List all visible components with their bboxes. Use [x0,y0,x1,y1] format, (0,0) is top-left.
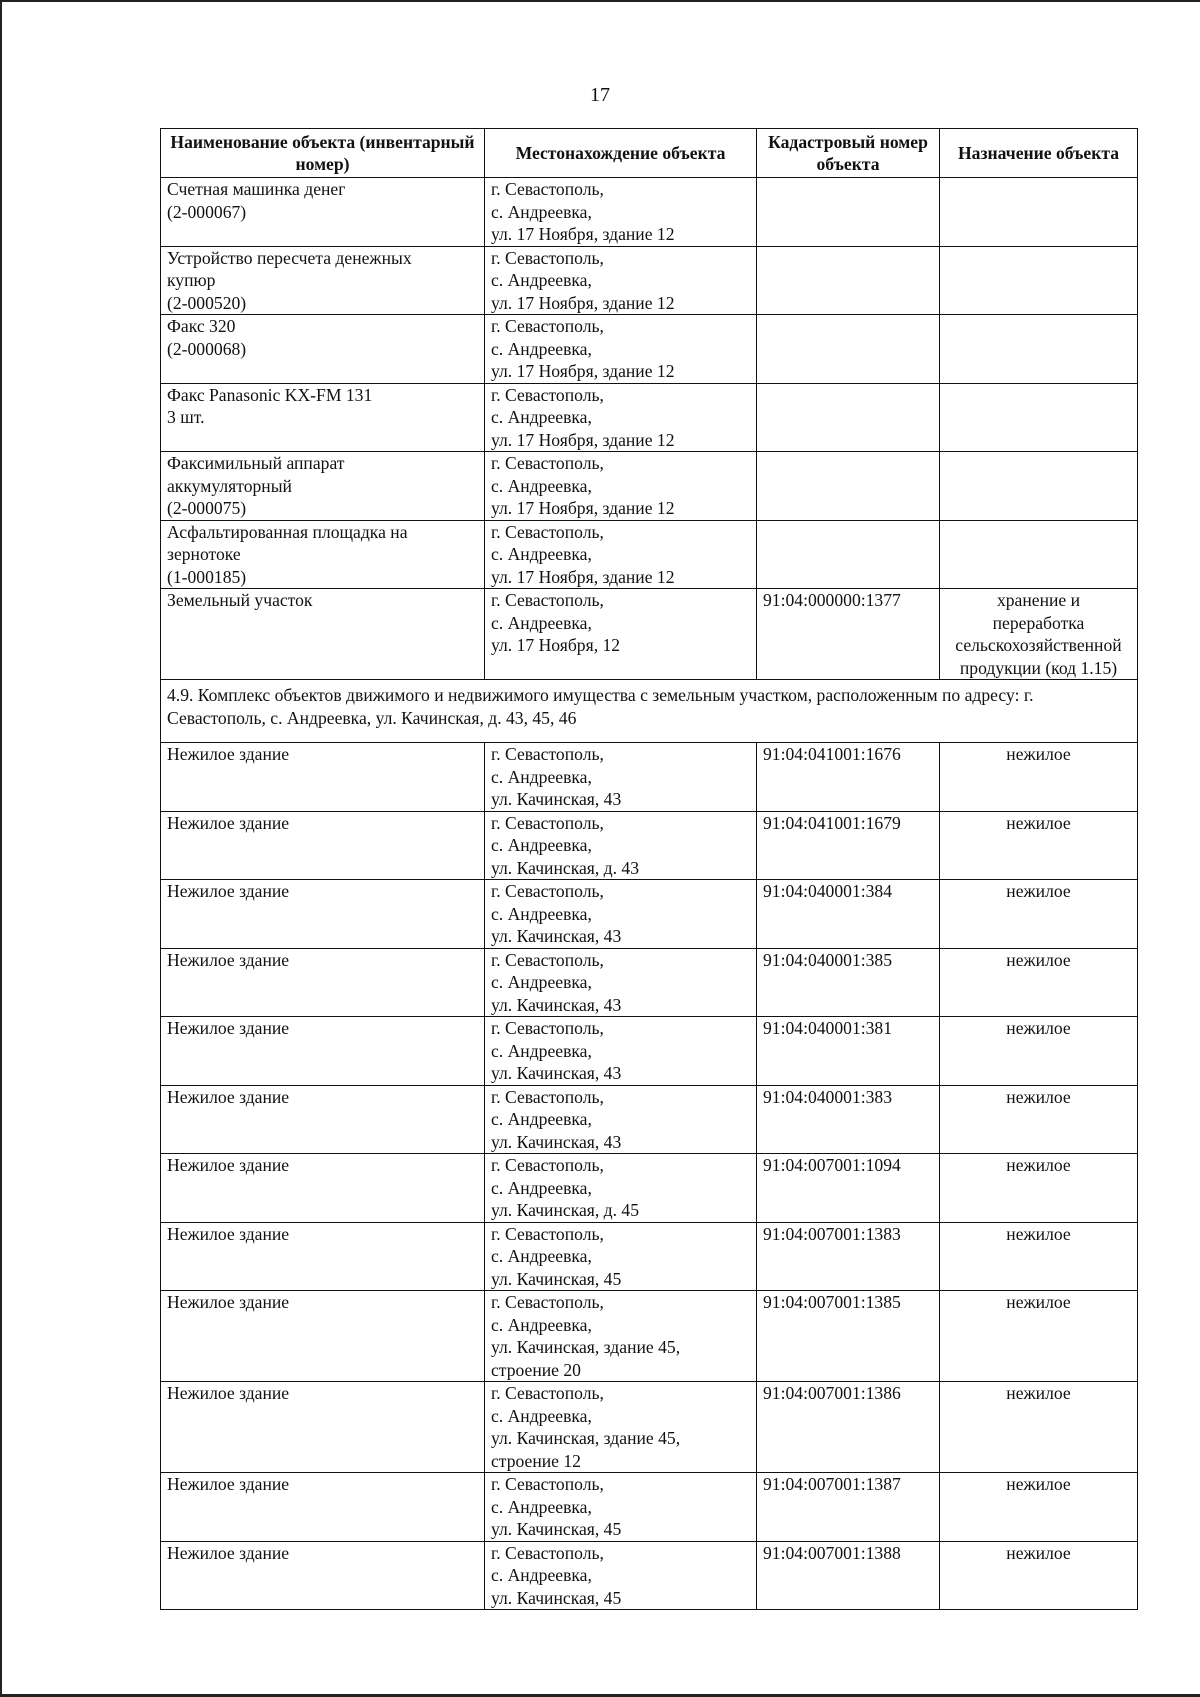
name-line: Счетная машинка денег [167,179,346,199]
address-line: ул. Качинская, 43 [491,994,622,1015]
cell-purpose [940,520,1138,589]
address-line: г. Севастополь, [491,949,604,970]
cell-cadastral: 91:04:040001:385 [757,948,940,1017]
cell-purpose: нежилое [940,1222,1138,1291]
cell-name: Нежилое здание [161,1541,485,1610]
address-line: с. Андреевка, [491,544,592,564]
cell-name: Нежилое здание [161,811,485,880]
cell-name [161,178,485,247]
cell-address [485,1291,757,1382]
address-line: г. Севастополь, [491,1292,604,1312]
address-line: ул. Качинская, 43 [491,1063,622,1083]
address-line: ул. Качинская, 43 [491,789,622,809]
address-line: ул. 17 Ноября, здание 12 [491,224,675,244]
address-line: с. Андреевка, [491,835,592,855]
address-line: ул. Качинская, здание 45, [491,1428,681,1448]
cell-cadastral: 91:04:041001:1679 [757,811,940,880]
cell-name: Нежилое здание [161,1291,485,1382]
address-line: г. Севастополь, [491,316,604,336]
address-line: с. Андреевка, [491,1109,592,1129]
property-table [160,128,1138,1610]
cell-purpose: нежилое [940,1017,1138,1086]
cell-cadastral [757,315,940,384]
cell-purpose [940,178,1138,247]
cell-purpose: нежилое [940,948,1138,1017]
cell-purpose: нежилое [940,880,1138,949]
cell-name: Нежилое здание [161,1473,485,1542]
cell-address [485,1017,757,1086]
address-line: ул. 17 Ноября, здание 12 [491,292,675,313]
address-line: ул. 17 Ноября, здание 12 [491,498,675,518]
complex-rows [161,743,1138,1610]
section-heading: 4.9. Комплекс объектов движимого и недвижимого имущества с земельным участком, расположенным по адресу: г. Севастополь, с. Андреевка, ул. Качинская, д. 43, 45, 46 [161,680,1138,743]
address-line: с. Андреевка, [491,1177,592,1198]
cell-purpose: нежилое [940,1382,1138,1473]
cell-cadastral: 91:04:007001:1383 [757,1222,940,1291]
address-line: строение 20 [491,1359,581,1380]
address-line: г. Севастополь, [491,453,604,473]
header-purpose: Назначение объекта [940,129,1138,178]
address-line: г. Севастополь, [491,744,604,764]
table-row [161,1382,1138,1473]
cell-cadastral: 91:04:007001:1094 [757,1154,940,1223]
cell-cadastral [757,383,940,452]
table-row [161,1154,1138,1223]
address-line: г. Севастополь, [491,1383,604,1403]
section-row [161,680,1138,743]
cell-name [161,383,485,452]
table-row [161,811,1138,880]
address-line: г. Севастополь, [491,1086,604,1107]
address-line: г. Севастополь, [491,881,604,901]
cell-address [485,1541,757,1610]
address-line: с. Андреевка, [491,972,592,992]
address-line: ул. 17 Ноября, здание 12 [491,566,675,587]
cell-purpose [940,315,1138,384]
address-line: с. Андреевка, [491,612,592,633]
table-row [161,178,1138,247]
table-row [161,948,1138,1017]
cell-name [161,452,485,521]
address-line: с. Андреевка, [491,475,592,496]
cell-purpose: нежилое [940,811,1138,880]
cell-address [485,1154,757,1223]
address-line: с. Андреевка, [491,1565,592,1585]
name-line: (2-000067) [167,201,247,222]
name-line: (2-000068) [167,338,247,359]
cell-address [485,246,757,315]
cell-cadastral [757,520,940,589]
cell-address [485,520,757,589]
cell-name: Нежилое здание [161,880,485,949]
cell-name: Земельный участок [161,589,485,680]
cell-purpose [940,589,1138,680]
cell-purpose: нежилое [940,1154,1138,1223]
cell-name: Нежилое здание [161,1222,485,1291]
address-line: г. Севастополь, [491,247,604,268]
purpose-line: сельскохозяйственной [955,635,1122,655]
address-line: ул. Качинская, 43 [491,926,622,946]
table-row [161,880,1138,949]
cell-name: Нежилое здание [161,948,485,1017]
address-line: строение 12 [491,1450,581,1471]
purpose-line: переработка [992,612,1085,633]
cell-name: Нежилое здание [161,1085,485,1154]
address-line: г. Севастополь, [491,521,604,542]
address-line: г. Севастополь, [491,179,604,199]
cell-cadastral [757,178,940,247]
address-line: ул. 17 Ноября, 12 [491,635,621,655]
cell-name [161,246,485,315]
cell-address [485,589,757,680]
address-line: г. Севастополь, [491,1542,604,1563]
cell-address [485,1085,757,1154]
name-line: Факс Panasonic KX-FM 131 [167,384,373,405]
cell-purpose [940,452,1138,521]
cell-cadastral [757,452,940,521]
address-line: ул. Качинская, д. 45 [491,1200,640,1220]
address-line: ул. 17 Ноября, здание 12 [491,429,675,450]
name-line: (2-000075) [167,498,247,518]
table-row [161,315,1138,384]
address-line: ул. Качинская, здание 45, [491,1337,681,1357]
cell-cadastral: 91:04:040001:384 [757,880,940,949]
cell-address [485,178,757,247]
address-line: г. Севастополь, [491,1223,604,1244]
cell-name [161,315,485,384]
table-row [161,1473,1138,1542]
table-row [161,246,1138,315]
cell-cadastral: 91:04:041001:1676 [757,743,940,812]
cell-name: Нежилое здание [161,743,485,812]
table-row [161,1291,1138,1382]
cell-cadastral: 91:04:007001:1385 [757,1291,940,1382]
address-line: с. Андреевка, [491,1405,592,1426]
address-line: с. Андреевка, [491,338,592,359]
cell-cadastral: 91:04:040001:383 [757,1085,940,1154]
address-line: г. Севастополь, [491,590,604,610]
cell-address [485,452,757,521]
address-line: г. Севастополь, [491,384,604,405]
table-header-row [161,129,1138,178]
table-row [161,383,1138,452]
address-line: ул. Качинская, д. 43 [491,857,640,878]
cell-address [485,383,757,452]
name-line: купюр [167,270,216,290]
name-line: (2-000520) [167,292,247,313]
table-row [161,1085,1138,1154]
cell-name: Нежилое здание [161,1017,485,1086]
address-line: ул. Качинская, 43 [491,1131,622,1152]
cell-purpose: нежилое [940,1085,1138,1154]
table-row [161,1017,1138,1086]
table-row [161,1541,1138,1610]
address-line: с. Андреевка, [491,1496,592,1517]
cell-cadastral [757,246,940,315]
cell-address [485,743,757,812]
cell-address [485,1473,757,1542]
address-line: с. Андреевка, [491,1314,592,1335]
address-line: ул. Качинская, 45 [491,1587,622,1608]
name-line: (1-000185) [167,566,247,587]
address-line: ул. Качинская, 45 [491,1519,622,1539]
address-line: г. Севастополь, [491,1474,604,1494]
address-line: ул. 17 Ноября, здание 12 [491,361,675,381]
name-line: Факсимильный аппарат [167,453,345,473]
name-line: аккумуляторный [167,475,292,496]
name-line: Факс 320 [167,316,236,336]
name-line: Устройство пересчета денежных [167,247,412,268]
table-row [161,520,1138,589]
cell-address [485,880,757,949]
cell-name: Нежилое здание [161,1154,485,1223]
address-line: с. Андреевка, [491,766,592,787]
table-row [161,452,1138,521]
cell-purpose: нежилое [940,1291,1138,1382]
cell-address [485,1382,757,1473]
cell-purpose [940,246,1138,315]
header-location: Местонахождение объекта [485,129,757,178]
cell-address [485,948,757,1017]
address-line: с. Андреевка, [491,270,592,290]
address-line: с. Андреевка, [491,1246,592,1266]
name-line: зернотоке [167,544,241,564]
cell-purpose: нежилое [940,743,1138,812]
purpose-line: хранение и [996,590,1081,610]
table-row [161,1222,1138,1291]
header-cadastral: Кадастровый номер объекта [757,129,940,178]
table-row [161,743,1138,812]
address-line: г. Севастополь, [491,812,604,833]
address-line: с. Андреевка, [491,407,592,427]
address-line: с. Андреевка, [491,201,592,222]
cell-address [485,315,757,384]
cell-purpose [940,383,1138,452]
cell-purpose: нежилое [940,1473,1138,1542]
cell-purpose: нежилое [940,1541,1138,1610]
cell-cadastral: 91:04:000000:1377 [757,589,940,680]
cell-cadastral: 91:04:007001:1387 [757,1473,940,1542]
name-line: 3 шт. [167,407,205,427]
header-name: Наименование объекта (инвентарный номер) [161,129,485,178]
name-line: Асфальтированная площадка на [167,521,408,542]
cell-cadastral: 91:04:007001:1388 [757,1541,940,1610]
address-line: г. Севастополь, [491,1155,604,1175]
page-number: 17 [590,84,610,106]
address-line: ул. Качинская, 45 [491,1268,622,1289]
address-line: г. Севастополь, [491,1018,604,1038]
address-line: с. Андреевка, [491,903,592,924]
cell-address [485,1222,757,1291]
cell-cadastral: 91:04:007001:1386 [757,1382,940,1473]
scan-border-top [0,0,1200,2]
purpose-line: продукции (код 1.15) [959,657,1118,678]
cell-name: Нежилое здание [161,1382,485,1473]
address-line: с. Андреевка, [491,1040,592,1061]
scan-border-left [0,0,2,1697]
cell-address [485,811,757,880]
table-row-land [161,589,1138,680]
cell-name [161,520,485,589]
cell-cadastral: 91:04:040001:381 [757,1017,940,1086]
